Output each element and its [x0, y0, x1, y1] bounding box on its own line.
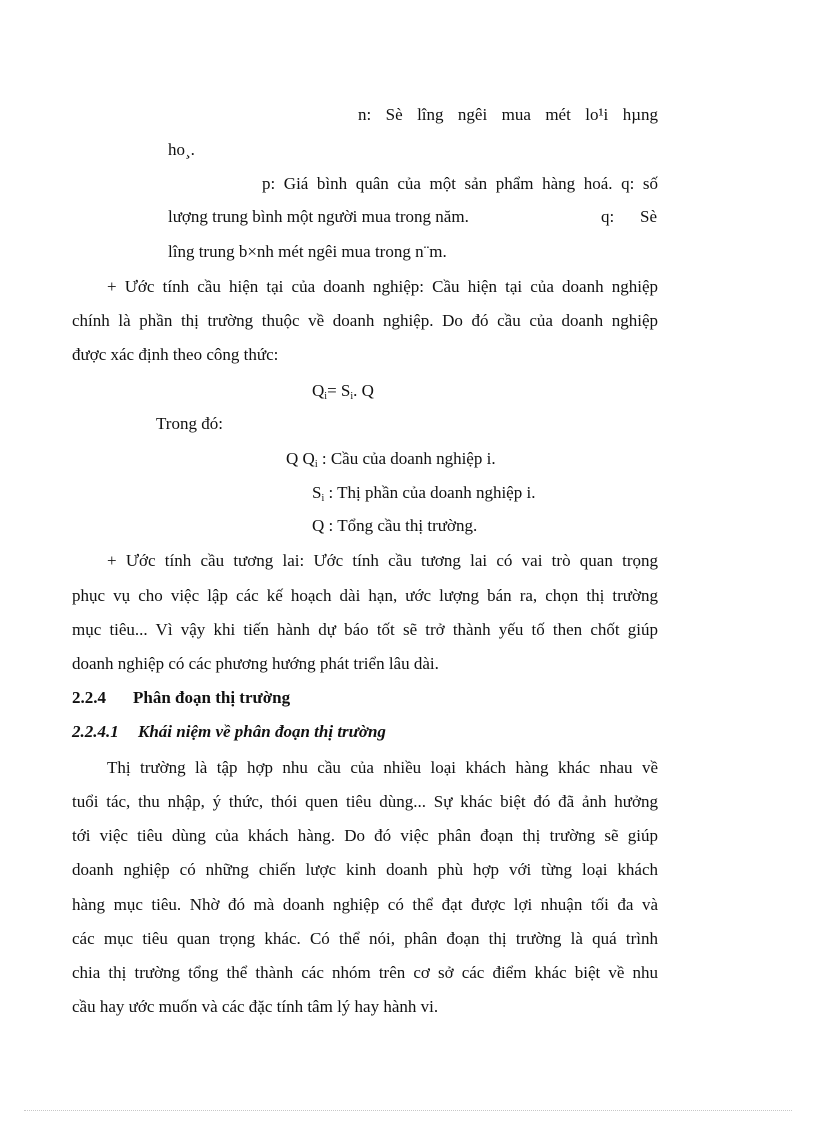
where-item-3 — [312, 515, 477, 537]
concept-line-7: chia thị trường tổng thể thành các nhóm trên cơ sở các điểm khác biệt về nhu — [72, 963, 658, 982]
where-label: Trong đó: — [156, 414, 223, 433]
legend-q-word: Sè — [640, 207, 657, 226]
future-demand-line-1: + Ước tính cầu tương lai: Ước tính cầu tương lai có vai trò quan trọng — [107, 551, 658, 570]
formula-lhs-subscript: i — [324, 391, 328, 402]
concept-line-8: cầu hay ước muốn và các đặc tính tâm lý hay hành vi. — [72, 997, 439, 1016]
subsection-number: 2.2.4.1 — [72, 722, 119, 741]
where-item-3-symbol: Q — [312, 516, 325, 535]
concept-line-2: tuổi tác, thu nhập, ý thức, thói quen tiêu dùng... Sự khác biệt đó đã ảnh hưởng — [72, 792, 658, 811]
formula-equals: = S — [327, 381, 351, 400]
future-demand-line-2: phục vụ cho việc lập các kế hoạch dài hạn, ước lượng bán ra, chọn thị trường — [72, 586, 658, 605]
where-item-1-text: : Cầu của doanh nghiệp i. — [317, 449, 496, 468]
current-demand-line-2: chính là phần thị trường thuộc về doanh nghiệp. Do đó cầu của doanh nghiệp — [72, 311, 658, 330]
current-demand-line-1: + Ước tính cầu hiện tại của doanh nghiệp: Cầu hiện tại của doanh nghiệp — [107, 277, 658, 296]
legend-q-continuation: lîng trung b×nh mét ngêi mua trong n¨m. — [168, 242, 447, 261]
where-item-2-symbol: S — [312, 483, 322, 502]
subsection-title: Khái niệm về phân đoạn thị trường — [138, 722, 386, 741]
legend-n-continuation: ho¸. — [168, 140, 195, 159]
section-title: Phân đoạn thị trường — [133, 688, 291, 707]
legend-p-line: p: Giá bình quân của một sản phẩm hàng hoá. q: số — [262, 174, 658, 193]
current-demand-line-3: được xác định theo công thức: — [72, 345, 279, 364]
formula-eq-subscript: i — [350, 391, 354, 402]
where-item-2-text: : Thị phần của doanh nghiệp i. — [324, 483, 536, 502]
section-number: 2.2.4 — [72, 688, 106, 707]
concept-line-3: tới việc tiêu dùng của khách hàng. Do đó việc phân đoạn thị trường sẽ giúp — [72, 826, 658, 845]
future-demand-line-4: doanh nghiệp có các phương hướng phát triển lâu dài. — [72, 654, 439, 673]
demand-formula — [312, 380, 374, 408]
page-bottom-rule — [24, 1110, 792, 1111]
concept-line-5: hàng mục tiêu. Nhờ đó mà doanh nghiệp có thể đạt được lợi nhuận tối đa và — [72, 895, 658, 914]
legend-q-line: lượng trung bình một người mua trong năm. — [168, 207, 469, 226]
where-item-1-subscript: i — [314, 459, 318, 470]
formula-rhs: . Q — [353, 381, 374, 400]
concept-line-1: Thị trường là tập hợp nhu cầu của nhiều loại khách hàng khác nhau về — [107, 758, 658, 777]
where-item-1-symbol: Q Q — [286, 449, 315, 468]
future-demand-line-3: mục tiêu... Vì vậy khi tiến hành dự báo tốt sẽ trở thành yếu tố then chốt giúp — [72, 620, 658, 639]
concept-line-4: doanh nghiệp có những chiến lược kinh doanh phù hợp với từng loại khách — [72, 860, 658, 879]
where-item-2 — [312, 482, 535, 510]
concept-line-6: các mục tiêu quan trọng khác. Có thể nói, phân đoạn thị trường là quá trình — [72, 929, 658, 948]
legend-q-label: q: — [601, 207, 615, 226]
where-item-1 — [286, 448, 496, 476]
legend-n-line: n: Sè lîng ngêi mua mét lo¹i hµng — [358, 105, 658, 124]
where-item-3-text: : Tổng cầu thị trường. — [324, 516, 478, 535]
where-item-2-subscript: i — [321, 493, 325, 504]
formula-lhs: Q — [312, 381, 325, 400]
